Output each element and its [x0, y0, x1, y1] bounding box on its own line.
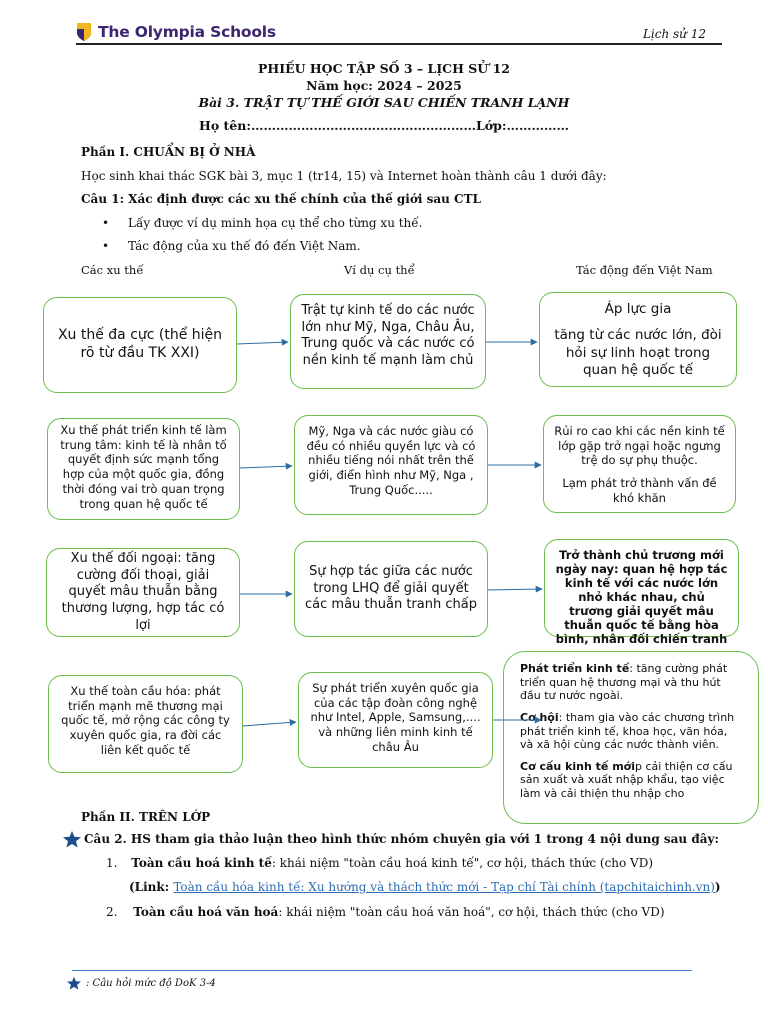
- trend-box-diplomacy: Xu thế đối ngoại: tăng cường đối thoại, giải quyết mâu thuẫn bằng thương lượng, hợp tác có lợi: [46, 548, 240, 637]
- col-header-impact: Tác động đến Việt Nam: [576, 263, 713, 277]
- question-1: Câu 1: Xác định được các xu thế chính của thế giới sau CTL: [81, 192, 481, 206]
- example-box-4: Sự phát triển xuyên quốc gia của các tập đoàn công nghệ như Intel, Apple, Samsung,.... và những liên minh kinh tế châu Âu: [298, 672, 493, 768]
- logo-text: The Olympia Schools: [98, 23, 276, 41]
- arrow-right-icon: [240, 466, 292, 468]
- impact-box-3: Trở thành chủ trương mới ngày nay: quan hệ hợp tác kinh tế với các nước lớn nhỏ khác nhau, chủ trương giải quyết mâu thuẫn quốc tế bằng hòa bình, nhân đối chiến tranh: [544, 539, 739, 637]
- star-icon: [62, 830, 82, 848]
- impact-box-1: Áp lực gia tăng từ các nước lớn, đòi hỏi sự linh hoạt trong quan hệ quốc tế: [539, 292, 737, 387]
- discussion-item-2: 2. Toàn cầu hoá văn hoá: khái niệm "toàn cầu hoá văn hoá", cơ hội, thách thức (cho VD): [106, 905, 665, 919]
- arrow-right-icon: [488, 589, 542, 590]
- arrow-right-icon: [243, 722, 296, 726]
- footer-divider: [72, 970, 692, 971]
- trend-box-multipolar: Xu thế đa cực (thể hiện rõ từ đầu TK XXI): [43, 297, 237, 393]
- impact-box-4: Phát triển kinh tế: tăng cường phát triển quan hệ thương mại và thu hút đầu tư nước ngoài. Cơ hội: tham gia vào các chương trình phát triển kinh tế, khoa học, văn hóa, và xã hội cùng các nước thành viên. Cơ cấu kinh tế mớip cải thiện cơ cấu sản xuất và xuất nhập khẩu, tạo việc làm và cải thiện thu nhập cho: [503, 651, 759, 824]
- bullet-item: • Tác động của xu thế đó đến Việt Nam.: [104, 239, 361, 253]
- bullet-item: • Lấy được ví dụ minh họa cụ thể cho từng xu thế.: [104, 216, 423, 230]
- example-box-1: Trật tự kinh tế do các nước lớn như Mỹ, Nga, Châu Âu, Trung quốc và các nước có nền kinh tế mạnh làm chủ: [290, 294, 486, 389]
- arrow-right-icon: [237, 342, 288, 344]
- col-header-examples: Ví dụ cụ thể: [344, 263, 415, 277]
- school-year: Năm học: 2024 – 2025: [306, 78, 462, 93]
- example-box-2: Mỹ, Nga và các nước giàu có đều có nhiều quyền lực và có nhiều tiếng nói nhất trên thế giới, điển hình như Mỹ, Nga , Trung Quốc.....: [294, 415, 488, 515]
- part2-heading: Phần II. TRÊN LỚP: [81, 810, 211, 824]
- discussion-item-1: 1. Toàn cầu hoá kinh tế: khái niệm "toàn cầu hoá kinh tế", cơ hội, thách thức (cho VD): [106, 856, 654, 870]
- col-header-trends: Các xu thế: [81, 263, 144, 277]
- trend-box-economy: Xu thế phát triển kinh tế làm trung tâm: kinh tế là nhân tố quyết định sức mạnh tổng hợp của một quốc gia, đồng thời đóng vai trò quan trọng trong quan hệ quốc tế: [47, 418, 240, 520]
- footer-note: : Câu hỏi mức độ DoK 3-4: [86, 977, 216, 989]
- student-name-line: Họ tên:………………………………………………Lớp:……………: [199, 118, 569, 133]
- part1-heading: Phần I. CHUẨN BỊ Ở NHÀ: [81, 145, 256, 159]
- question-2-row: [62, 830, 719, 848]
- worksheet-title: PHIẾU HỌC TẬP SỐ 3 – LỊCH SỬ 12: [258, 61, 510, 76]
- question-2: Câu 2. HS tham gia thảo luận theo hình thức nhóm chuyên gia với 1 trong 4 nội dung sau đây:: [84, 832, 719, 846]
- footer-note-row: [66, 976, 216, 990]
- example-box-3: Sự hợp tác giữa các nước trong LHQ để giải quyết các mâu thuẫn tranh chấp: [294, 541, 488, 637]
- subject-label: Lịch sử 12: [642, 27, 706, 41]
- link-line: (Link: Toàn cầu hóa kinh tế: Xu hướng và thách thức mới - Tạp chí Tài chính (tapchitaichinh.vn)): [129, 880, 721, 894]
- star-icon: [66, 976, 82, 990]
- impact-box-2: Rủi ro cao khi các nền kinh tế lớp gặp trở ngại hoặc ngưng trệ do sự phụ thuộc. Lạm phát trở thành vấn đề khó khăn: [543, 415, 736, 513]
- lesson-title: Bài 3. TRẬT TỰ THẾ GIỚI SAU CHIẾN TRANH LẠNH: [198, 95, 570, 110]
- part1-intro: Học sinh khai thác SGK bài 3, mục 1 (tr14, 15) và Internet hoàn thành câu 1 dưới đây:: [81, 169, 607, 183]
- article-link[interactable]: Toàn cầu hóa kinh tế: Xu hướng và thách thức mới - Tạp chí Tài chính (tapchitaichinh.vn): [173, 880, 715, 894]
- trend-box-globalization: Xu thế toàn cầu hóa: phát triển mạnh mẽ thương mại quốc tế, mở rộng các công ty xuyên quốc gia, ra đời các liên kết quốc tế: [48, 675, 243, 773]
